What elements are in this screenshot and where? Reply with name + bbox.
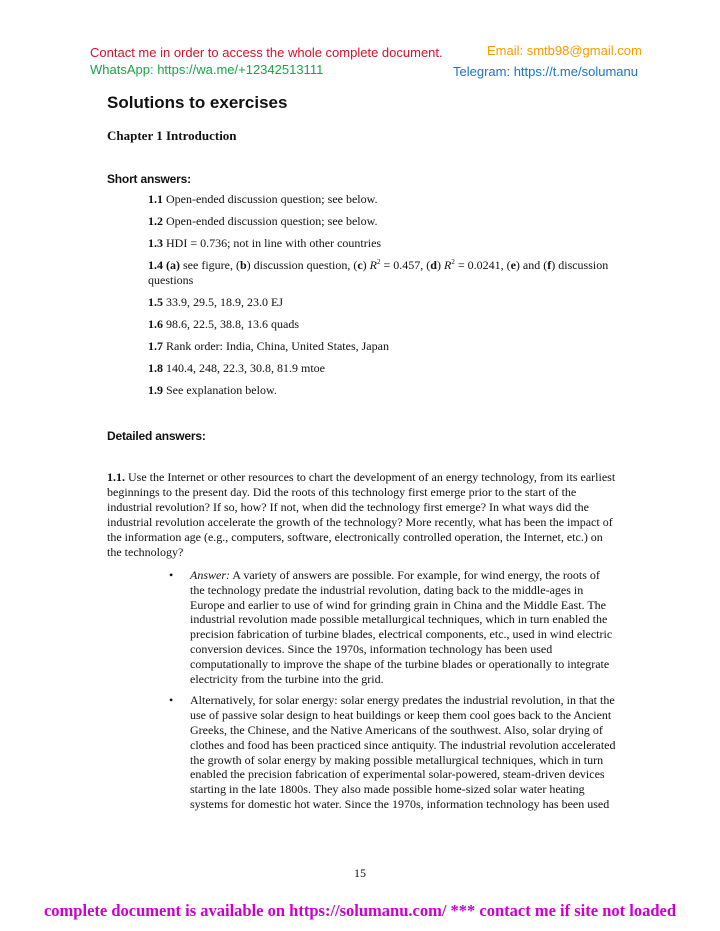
item-number: 1.5 bbox=[148, 295, 163, 309]
item-text: ) discussion questions bbox=[148, 258, 609, 287]
short-answers-heading: Short answers: bbox=[107, 172, 191, 186]
answer-text: A variety of answers are possible. For example, for wind energy, the roots of the technology predate the industrial revolution, dating back to the middle-ages in Europe and earlier to use of wind for grinding grain in China and the Middle East. The industrial revolution made possible metallurgical techniques, which in turn enabled the precision fabrication of turbine blades, electrical components, etc., used in wind electric conversion devices. Since the 1970s, information technology has been used computationally to improve the shape of the turbine blades or operationally to integrate electricity from the turbine into the grid. bbox=[190, 568, 613, 686]
item-text: see figure, ( bbox=[180, 258, 240, 272]
list-item bbox=[148, 317, 628, 332]
item-number: 1.1 bbox=[148, 192, 163, 206]
item-text: ) bbox=[436, 258, 444, 272]
superscript: 2 bbox=[377, 258, 381, 266]
bullet-icon: • bbox=[169, 568, 174, 582]
part-label: d bbox=[430, 258, 437, 272]
part-label: b bbox=[239, 258, 247, 272]
item-text: Open-ended discussion question; see below. bbox=[163, 214, 378, 228]
part-label: e bbox=[510, 258, 516, 272]
r-symbol: R bbox=[369, 258, 378, 272]
question-number: 1.1. bbox=[107, 470, 125, 484]
page-title: Solutions to exercises bbox=[107, 93, 288, 112]
contact-notice: Contact me in order to access the whole complete document. bbox=[90, 45, 443, 60]
item-number: 1.4 bbox=[148, 258, 163, 272]
list-item bbox=[148, 258, 628, 288]
email-contact: Email: smtb98@gmail.com bbox=[487, 43, 642, 58]
item-text: ) discussion question, ( bbox=[246, 258, 358, 272]
part-label: f bbox=[547, 258, 552, 272]
whatsapp-contact: WhatsApp: https://wa.me/+12342513111 bbox=[90, 62, 324, 77]
item-text: = 0.457, ( bbox=[380, 258, 431, 272]
list-item bbox=[167, 693, 617, 811]
item-number: 1.7 bbox=[148, 339, 163, 353]
question-text: Use the Internet or other resources to chart the development of an energy technology, from its earliest beginnings to the present day. Did the roots of this technology first emerge prior to the start of the industrial revolution? If so, how? If not, when did the technology first emerge? In what ways did the industrial revolution accelerate the growth of the technology? More recently, what has been the impact of the information age (e.g., computers, software, electronically controlled operation, the Internet, etc.) on the technology? bbox=[107, 470, 616, 559]
item-number: 1.3 bbox=[148, 236, 163, 250]
item-number: 1.8 bbox=[148, 361, 163, 375]
r-symbol: R bbox=[443, 258, 452, 272]
list-item bbox=[148, 236, 628, 251]
list-item bbox=[148, 192, 628, 207]
chapter-heading: Chapter 1 Introduction bbox=[107, 128, 237, 143]
list-item bbox=[148, 383, 628, 398]
detailed-answers-heading: Detailed answers: bbox=[107, 429, 206, 443]
item-number: 1.2 bbox=[148, 214, 163, 228]
list-item bbox=[148, 214, 628, 229]
item-text: ) bbox=[362, 258, 370, 272]
item-text: ) and ( bbox=[515, 258, 548, 272]
item-text: 98.6, 22.5, 38.8, 13.6 quads bbox=[163, 317, 299, 331]
item-text: 33.9, 29.5, 18.9, 23.0 EJ bbox=[163, 295, 283, 309]
exercise-question bbox=[107, 470, 617, 560]
item-text: Open-ended discussion question; see below. bbox=[163, 192, 378, 206]
short-answers-list bbox=[148, 192, 628, 405]
item-text: HDI = 0.736; not in line with other countries bbox=[163, 236, 382, 250]
bullet-icon: • bbox=[169, 693, 174, 708]
answer-text: Alternatively, for solar energy: solar energy predates the industrial revolution, in that the use of passive solar design to heat buildings or keep them cool goes back to the Ancient Greeks, the Chinese, and the Native Americans of the southwest. Also, solar drying of clothes and food has been practiced since antiquity. The industrial revolution accelerated the growth of solar energy by making possible metallurgical techniques, which in turn enabled the precision fabrication of experimental solar-powered, steam-driven devices starting in the late 1800s. They also made possible home-sized solar water heating systems for domestic hot water. Since the 1970s, information technology has been used bbox=[190, 693, 616, 811]
item-number: 1.6 bbox=[148, 317, 163, 331]
answer-list bbox=[167, 568, 617, 819]
page-number: 15 bbox=[354, 866, 366, 880]
list-item bbox=[148, 295, 628, 310]
telegram-contact: Telegram: https://t.me/solumanu bbox=[453, 64, 638, 79]
superscript: 2 bbox=[451, 258, 455, 266]
item-text: 140.4, 248, 22.3, 30.8, 81.9 mtoe bbox=[163, 361, 325, 375]
part-label: c bbox=[357, 258, 363, 272]
item-text: Rank order: India, China, United States, Japan bbox=[163, 339, 389, 353]
part-label: (a) bbox=[166, 258, 180, 272]
item-text: See explanation below. bbox=[163, 383, 277, 397]
list-item bbox=[148, 361, 628, 376]
item-text: = 0.0241, ( bbox=[454, 258, 511, 272]
item-number: 1.9 bbox=[148, 383, 163, 397]
list-item bbox=[148, 339, 628, 354]
answer-label: Answer: bbox=[190, 568, 230, 582]
list-item bbox=[167, 568, 617, 686]
footer-notice: complete document is available on https://solumanu.com/ *** contact me if site not loaded bbox=[43, 901, 677, 920]
